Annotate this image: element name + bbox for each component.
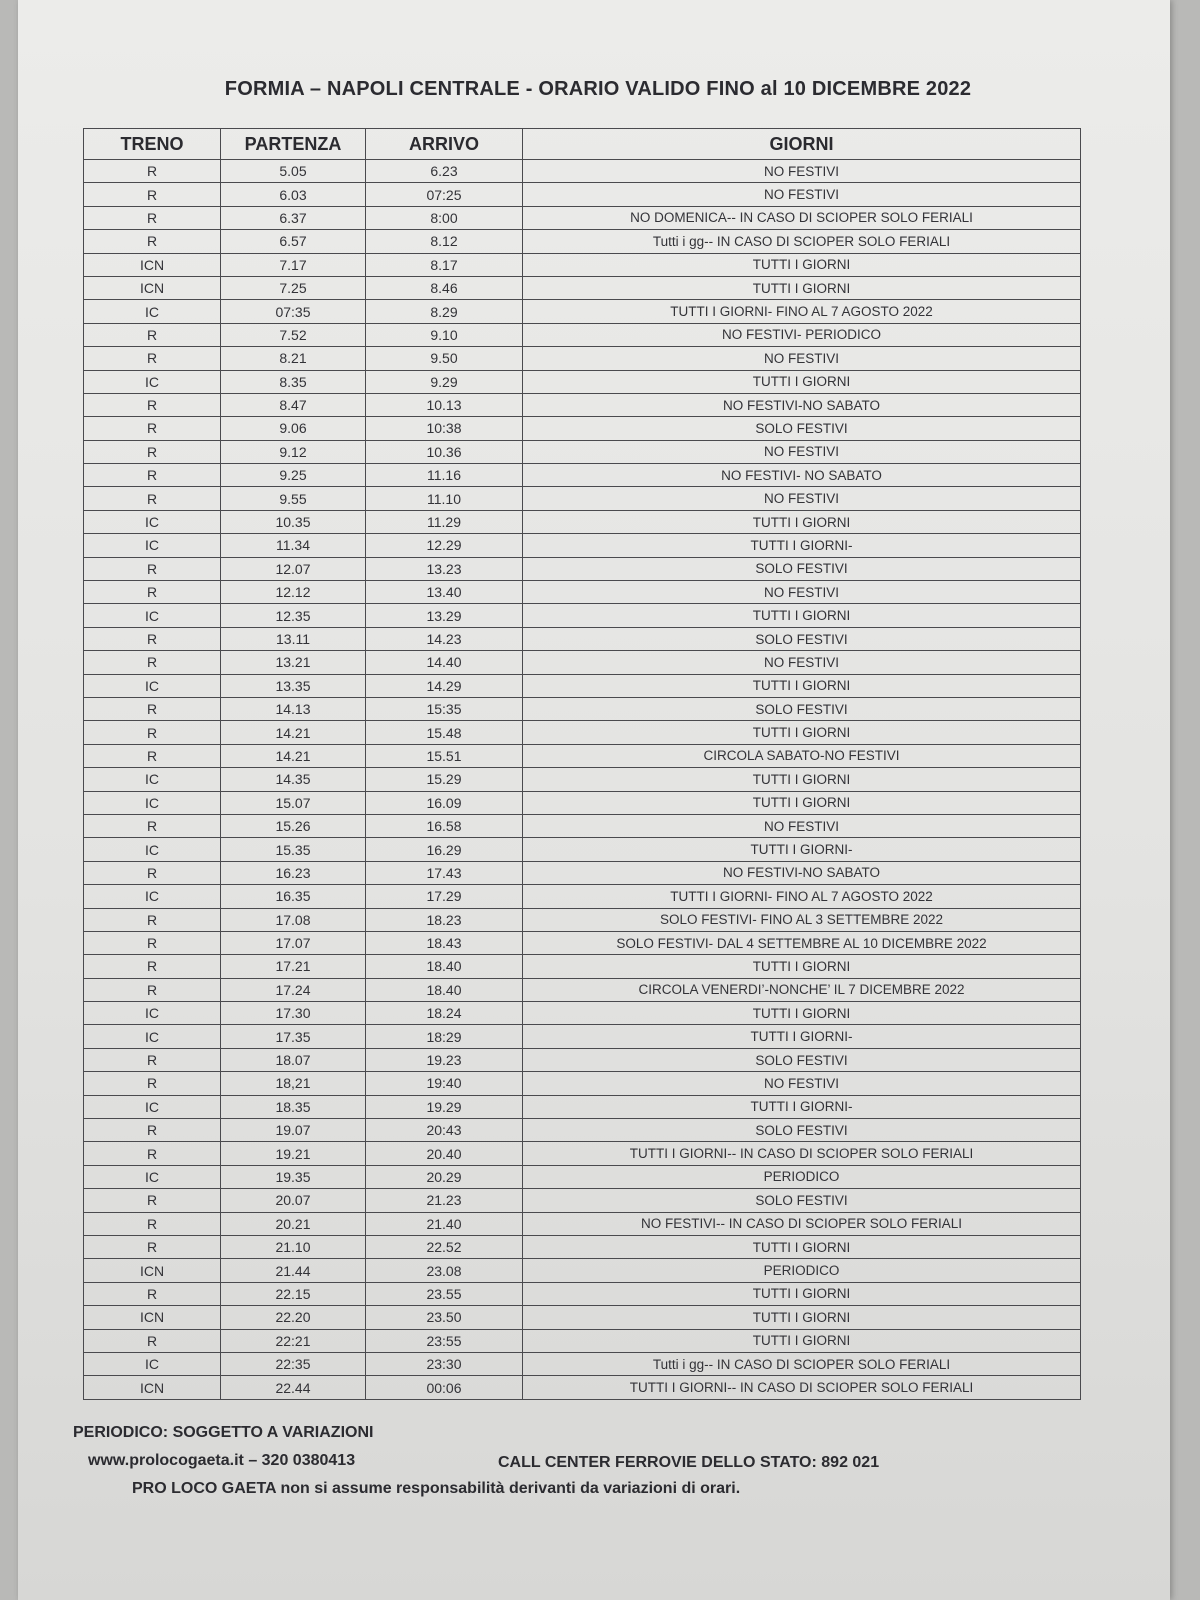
train-type-cell: R	[84, 487, 221, 510]
days-cell: TUTTI I GIORNI-	[523, 1025, 1081, 1048]
departure-cell: 15.26	[221, 814, 366, 837]
table-row	[84, 1165, 1081, 1188]
arrival-cell: 21.40	[366, 1212, 523, 1235]
departure-cell: 16.35	[221, 885, 366, 908]
train-type-cell: ICN	[84, 1306, 221, 1329]
arrival-cell: 23.50	[366, 1306, 523, 1329]
table-row	[84, 768, 1081, 791]
train-type-cell: IC	[84, 791, 221, 814]
arrival-cell: 18.40	[366, 955, 523, 978]
train-type-cell: IC	[84, 604, 221, 627]
table-row	[84, 393, 1081, 416]
arrival-cell: 19.23	[366, 1048, 523, 1071]
days-cell: TUTTI I GIORNI	[523, 604, 1081, 627]
column-header-giorni: GIORNI	[523, 129, 1081, 160]
train-type-cell: R	[84, 721, 221, 744]
train-type-cell: R	[84, 931, 221, 954]
table-header-row	[84, 129, 1081, 160]
days-cell: TUTTI I GIORNI	[523, 1306, 1081, 1329]
departure-cell: 17.08	[221, 908, 366, 931]
train-type-cell: R	[84, 651, 221, 674]
days-cell: NO FESTIVI	[523, 487, 1081, 510]
arrival-cell: 18:29	[366, 1025, 523, 1048]
train-type-cell: ICN	[84, 1376, 221, 1399]
table-row	[84, 183, 1081, 206]
table-row	[84, 978, 1081, 1001]
arrival-cell: 16.58	[366, 814, 523, 837]
departure-cell: 11.34	[221, 534, 366, 557]
table-row	[84, 464, 1081, 487]
days-cell: TUTTI I GIORNI- FINO AL 7 AGOSTO 2022	[523, 885, 1081, 908]
days-cell: NO FESTIVI	[523, 160, 1081, 183]
table-row	[84, 1352, 1081, 1375]
departure-cell: 17.24	[221, 978, 366, 1001]
arrival-cell: 10.36	[366, 440, 523, 463]
departure-cell: 17.07	[221, 931, 366, 954]
departure-cell: 19.21	[221, 1142, 366, 1165]
arrival-cell: 20:43	[366, 1119, 523, 1142]
train-type-cell: R	[84, 323, 221, 346]
table-row	[84, 487, 1081, 510]
departure-cell: 17.30	[221, 1002, 366, 1025]
days-cell: SOLO FESTIVI	[523, 557, 1081, 580]
call-center: CALL CENTER FERROVIE DELLO STATO: 892 021	[498, 1454, 880, 1471]
departure-cell: 5.05	[221, 160, 366, 183]
arrival-cell: 8.17	[366, 253, 523, 276]
arrival-cell: 13.40	[366, 581, 523, 604]
arrival-cell: 15.51	[366, 744, 523, 767]
departure-cell: 13.21	[221, 651, 366, 674]
train-type-cell: R	[84, 1329, 221, 1352]
train-type-cell: IC	[84, 534, 221, 557]
days-cell: TUTTI I GIORNI- FINO AL 7 AGOSTO 2022	[523, 300, 1081, 323]
train-type-cell: R	[84, 1189, 221, 1212]
days-cell: SOLO FESTIVI- FINO AL 3 SETTEMBRE 2022	[523, 908, 1081, 931]
departure-cell: 12.07	[221, 557, 366, 580]
train-type-cell: R	[84, 908, 221, 931]
table-row	[84, 721, 1081, 744]
arrival-cell: 14.23	[366, 627, 523, 650]
arrival-cell: 18.43	[366, 931, 523, 954]
departure-cell: 9.55	[221, 487, 366, 510]
departure-cell: 8.21	[221, 347, 366, 370]
departure-cell: 22.44	[221, 1376, 366, 1399]
page-title: FORMIA – NAPOLI CENTRALE - ORARIO VALIDO FINO al 10 DICEMBRE 2022	[224, 78, 972, 100]
train-type-cell: R	[84, 1282, 221, 1305]
arrival-cell: 00:06	[366, 1376, 523, 1399]
arrival-cell: 23:55	[366, 1329, 523, 1352]
days-cell: TUTTI I GIORNI	[523, 276, 1081, 299]
train-type-cell: R	[84, 627, 221, 650]
train-type-cell: R	[84, 440, 221, 463]
arrival-cell: 10.13	[366, 393, 523, 416]
table-row	[84, 1306, 1081, 1329]
column-header-treno: TRENO	[84, 129, 221, 160]
periodico-note: PERIODICO: SOGGETTO A VARIAZIONI	[73, 1424, 374, 1441]
arrival-cell: 11.29	[366, 510, 523, 533]
arrival-cell: 22.52	[366, 1235, 523, 1258]
days-cell: SOLO FESTIVI- DAL 4 SETTEMBRE AL 10 DICEMBRE 2022	[523, 931, 1081, 954]
departure-cell: 21.44	[221, 1259, 366, 1282]
departure-cell: 9.25	[221, 464, 366, 487]
arrival-cell: 11.10	[366, 487, 523, 510]
table-row	[84, 627, 1081, 650]
departure-cell: 22:35	[221, 1352, 366, 1375]
table-row	[84, 206, 1081, 229]
timetable-sheet	[18, 0, 1170, 1600]
table-row	[84, 1212, 1081, 1235]
arrival-cell: 21.23	[366, 1189, 523, 1212]
table-row	[84, 1025, 1081, 1048]
days-cell: TUTTI I GIORNI	[523, 768, 1081, 791]
train-type-cell: IC	[84, 1165, 221, 1188]
column-header-partenza: PARTENZA	[221, 129, 366, 160]
table-row	[84, 861, 1081, 884]
arrival-cell: 14.29	[366, 674, 523, 697]
train-type-cell: IC	[84, 370, 221, 393]
days-cell: SOLO FESTIVI	[523, 1119, 1081, 1142]
train-type-cell: R	[84, 1235, 221, 1258]
table-row	[84, 1048, 1081, 1071]
arrival-cell: 11.16	[366, 464, 523, 487]
table-row	[84, 1189, 1081, 1212]
departure-cell: 16.23	[221, 861, 366, 884]
table-row	[84, 604, 1081, 627]
arrival-cell: 16.29	[366, 838, 523, 861]
timetable	[83, 128, 1081, 1400]
train-type-cell: IC	[84, 1095, 221, 1118]
days-cell: CIRCOLA VENERDI’-NONCHE’ IL 7 DICEMBRE 2022	[523, 978, 1081, 1001]
departure-cell: 10.35	[221, 510, 366, 533]
departure-cell: 14.21	[221, 744, 366, 767]
train-type-cell: IC	[84, 1025, 221, 1048]
departure-cell: 14.13	[221, 697, 366, 720]
departure-cell: 7.17	[221, 253, 366, 276]
table-row	[84, 230, 1081, 253]
train-type-cell: ICN	[84, 1259, 221, 1282]
days-cell: NO FESTIVI	[523, 651, 1081, 674]
train-type-cell: IC	[84, 1002, 221, 1025]
arrival-cell: 23.55	[366, 1282, 523, 1305]
train-type-cell: R	[84, 581, 221, 604]
table-row	[84, 417, 1081, 440]
table-row	[84, 347, 1081, 370]
departure-cell: 15.35	[221, 838, 366, 861]
days-cell: TUTTI I GIORNI	[523, 1002, 1081, 1025]
train-type-cell: R	[84, 744, 221, 767]
departure-cell: 9.12	[221, 440, 366, 463]
days-cell: TUTTI I GIORNI-- IN CASO DI SCIOPER SOLO FERIALI	[523, 1142, 1081, 1165]
table-row	[84, 370, 1081, 393]
table-row	[84, 557, 1081, 580]
days-cell: NO FESTIVI	[523, 814, 1081, 837]
departure-cell: 21.10	[221, 1235, 366, 1258]
days-cell: NO FESTIVI-- IN CASO DI SCIOPER SOLO FERIALI	[523, 1212, 1081, 1235]
days-cell: NO DOMENICA-- IN CASO DI SCIOPER SOLO FERIALI	[523, 206, 1081, 229]
departure-cell: 9.06	[221, 417, 366, 440]
departure-cell: 14.21	[221, 721, 366, 744]
arrival-cell: 8:00	[366, 206, 523, 229]
days-cell: TUTTI I GIORNI	[523, 510, 1081, 533]
arrival-cell: 19.29	[366, 1095, 523, 1118]
table-row	[84, 1072, 1081, 1095]
table-row	[84, 1142, 1081, 1165]
days-cell: SOLO FESTIVI	[523, 627, 1081, 650]
train-type-cell: R	[84, 1119, 221, 1142]
departure-cell: 8.35	[221, 370, 366, 393]
train-type-cell: IC	[84, 510, 221, 533]
table-row	[84, 1235, 1081, 1258]
departure-cell: 18,21	[221, 1072, 366, 1095]
train-type-cell: R	[84, 347, 221, 370]
table-row	[84, 931, 1081, 954]
departure-cell: 19.07	[221, 1119, 366, 1142]
departure-cell: 12.35	[221, 604, 366, 627]
arrival-cell: 23:30	[366, 1352, 523, 1375]
days-cell: TUTTI I GIORNI	[523, 674, 1081, 697]
departure-cell: 22.15	[221, 1282, 366, 1305]
arrival-cell: 18.40	[366, 978, 523, 1001]
departure-cell: 7.25	[221, 276, 366, 299]
arrival-cell: 9.50	[366, 347, 523, 370]
train-type-cell: R	[84, 206, 221, 229]
train-type-cell: R	[84, 160, 221, 183]
arrival-cell: 17.43	[366, 861, 523, 884]
train-type-cell: ICN	[84, 253, 221, 276]
train-type-cell: R	[84, 861, 221, 884]
arrival-cell: 8.46	[366, 276, 523, 299]
days-cell: SOLO FESTIVI	[523, 1189, 1081, 1212]
train-type-cell: ICN	[84, 276, 221, 299]
train-type-cell: R	[84, 557, 221, 580]
days-cell: NO FESTIVI	[523, 183, 1081, 206]
table-row	[84, 651, 1081, 674]
departure-cell: 8.47	[221, 393, 366, 416]
arrival-cell: 8.29	[366, 300, 523, 323]
days-cell: TUTTI I GIORNI	[523, 370, 1081, 393]
days-cell: TUTTI I GIORNI	[523, 1235, 1081, 1258]
arrival-cell: 18.24	[366, 1002, 523, 1025]
table-row	[84, 1095, 1081, 1118]
days-cell: NO FESTIVI- PERIODICO	[523, 323, 1081, 346]
days-cell: TUTTI I GIORNI-	[523, 534, 1081, 557]
arrival-cell: 15.48	[366, 721, 523, 744]
arrival-cell: 10:38	[366, 417, 523, 440]
departure-cell: 17.21	[221, 955, 366, 978]
departure-cell: 6.03	[221, 183, 366, 206]
departure-cell: 17.35	[221, 1025, 366, 1048]
days-cell: TUTTI I GIORNI	[523, 1329, 1081, 1352]
table-row	[84, 510, 1081, 533]
arrival-cell: 18.23	[366, 908, 523, 931]
table-row	[84, 581, 1081, 604]
table-row	[84, 160, 1081, 183]
days-cell: TUTTI I GIORNI	[523, 253, 1081, 276]
table-row	[84, 885, 1081, 908]
departure-cell: 18.35	[221, 1095, 366, 1118]
arrival-cell: 17.29	[366, 885, 523, 908]
train-type-cell: IC	[84, 674, 221, 697]
table-row	[84, 1119, 1081, 1142]
departure-cell: 14.35	[221, 768, 366, 791]
table-row	[84, 253, 1081, 276]
timetable-body	[84, 160, 1081, 1400]
arrival-cell: 19:40	[366, 1072, 523, 1095]
arrival-cell: 12.29	[366, 534, 523, 557]
arrival-cell: 14.40	[366, 651, 523, 674]
days-cell: SOLO FESTIVI	[523, 417, 1081, 440]
departure-cell: 22.20	[221, 1306, 366, 1329]
table-row	[84, 323, 1081, 346]
train-type-cell: R	[84, 1212, 221, 1235]
departure-cell: 7.52	[221, 323, 366, 346]
days-cell: NO FESTIVI	[523, 440, 1081, 463]
departure-cell: 6.37	[221, 206, 366, 229]
train-type-cell: IC	[84, 300, 221, 323]
days-cell: NO FESTIVI-NO SABATO	[523, 393, 1081, 416]
departure-cell: 18.07	[221, 1048, 366, 1071]
table-row	[84, 697, 1081, 720]
table-row	[84, 1329, 1081, 1352]
train-type-cell: R	[84, 230, 221, 253]
table-row	[84, 1259, 1081, 1282]
table-row	[84, 791, 1081, 814]
arrival-cell: 15:35	[366, 697, 523, 720]
train-type-cell: R	[84, 183, 221, 206]
table-row	[84, 955, 1081, 978]
days-cell: NO FESTIVI- NO SABATO	[523, 464, 1081, 487]
days-cell: NO FESTIVI-NO SABATO	[523, 861, 1081, 884]
table-row	[84, 908, 1081, 931]
table-row	[84, 300, 1081, 323]
column-header-arrivo: ARRIVO	[366, 129, 523, 160]
table-row	[84, 1282, 1081, 1305]
departure-cell: 6.57	[221, 230, 366, 253]
arrival-cell: 07:25	[366, 183, 523, 206]
train-type-cell: IC	[84, 885, 221, 908]
arrival-cell: 13.23	[366, 557, 523, 580]
days-cell: TUTTI I GIORNI-	[523, 838, 1081, 861]
days-cell: NO FESTIVI	[523, 581, 1081, 604]
departure-cell: 13.35	[221, 674, 366, 697]
arrival-cell: 20.40	[366, 1142, 523, 1165]
days-cell: SOLO FESTIVI	[523, 1048, 1081, 1071]
train-type-cell: IC	[84, 1352, 221, 1375]
days-cell: NO FESTIVI	[523, 1072, 1081, 1095]
table-row	[84, 1002, 1081, 1025]
train-type-cell: IC	[84, 768, 221, 791]
table-row	[84, 744, 1081, 767]
departure-cell: 19.35	[221, 1165, 366, 1188]
departure-cell: 13.11	[221, 627, 366, 650]
train-type-cell: R	[84, 464, 221, 487]
table-row	[84, 1376, 1081, 1399]
arrival-cell: 13.29	[366, 604, 523, 627]
days-cell: TUTTI I GIORNI-- IN CASO DI SCIOPER SOLO FERIALI	[523, 1376, 1081, 1399]
train-type-cell: R	[84, 1072, 221, 1095]
train-type-cell: R	[84, 955, 221, 978]
departure-cell: 12.12	[221, 581, 366, 604]
arrival-cell: 9.10	[366, 323, 523, 346]
train-type-cell: R	[84, 697, 221, 720]
disclaimer: PRO LOCO GAETA non si assume responsabilità derivanti da variazioni di orari.	[132, 1480, 741, 1497]
arrival-cell: 16.09	[366, 791, 523, 814]
days-cell: Tutti i gg-- IN CASO DI SCIOPER SOLO FERIALI	[523, 1352, 1081, 1375]
train-type-cell: R	[84, 393, 221, 416]
days-cell: NO FESTIVI	[523, 347, 1081, 370]
departure-cell: 07:35	[221, 300, 366, 323]
departure-cell: 22:21	[221, 1329, 366, 1352]
days-cell: TUTTI I GIORNI-	[523, 1095, 1081, 1118]
arrival-cell: 20.29	[366, 1165, 523, 1188]
train-type-cell: IC	[84, 838, 221, 861]
days-cell: Tutti i gg-- IN CASO DI SCIOPER SOLO FERIALI	[523, 230, 1081, 253]
train-type-cell: R	[84, 1142, 221, 1165]
days-cell: TUTTI I GIORNI	[523, 955, 1081, 978]
table-row	[84, 674, 1081, 697]
days-cell: TUTTI I GIORNI	[523, 791, 1081, 814]
departure-cell: 20.07	[221, 1189, 366, 1212]
arrival-cell: 15.29	[366, 768, 523, 791]
table-row	[84, 838, 1081, 861]
table-row	[84, 814, 1081, 837]
arrival-cell: 8.12	[366, 230, 523, 253]
departure-cell: 15.07	[221, 791, 366, 814]
website-phone: www.prolocogaeta.it – 320 0380413	[88, 1452, 356, 1469]
days-cell: CIRCOLA SABATO-NO FESTIVI	[523, 744, 1081, 767]
days-cell: SOLO FESTIVI	[523, 697, 1081, 720]
days-cell: PERIODICO	[523, 1165, 1081, 1188]
table-row	[84, 534, 1081, 557]
table-row	[84, 440, 1081, 463]
train-type-cell: R	[84, 1048, 221, 1071]
arrival-cell: 23.08	[366, 1259, 523, 1282]
train-type-cell: R	[84, 978, 221, 1001]
train-type-cell: R	[84, 417, 221, 440]
days-cell: TUTTI I GIORNI	[523, 721, 1081, 744]
departure-cell: 20.21	[221, 1212, 366, 1235]
arrival-cell: 6.23	[366, 160, 523, 183]
train-type-cell: R	[84, 814, 221, 837]
arrival-cell: 9.29	[366, 370, 523, 393]
days-cell: TUTTI I GIORNI	[523, 1282, 1081, 1305]
days-cell: PERIODICO	[523, 1259, 1081, 1282]
table-row	[84, 276, 1081, 299]
